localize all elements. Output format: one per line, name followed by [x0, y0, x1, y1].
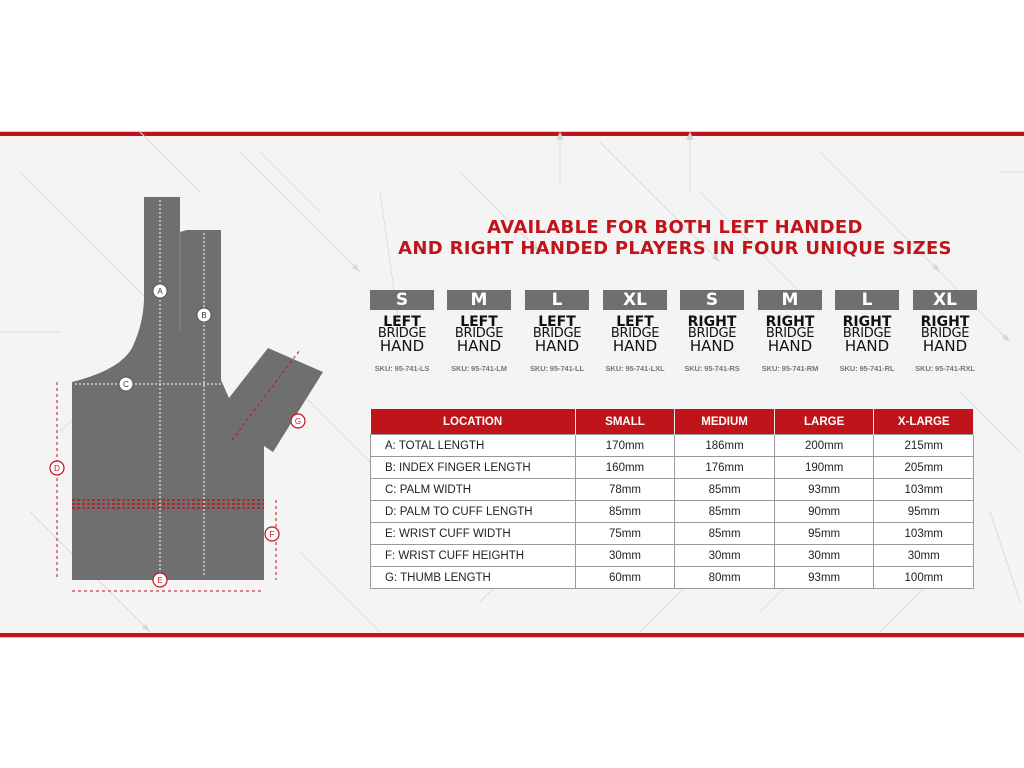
row-location: F: WRIST CUFF HEIGHTH — [371, 545, 576, 567]
header-medium: MEDIUM — [675, 409, 775, 435]
size-card-left-m — [447, 290, 511, 380]
hand-name: RIGHT BRIDGE HAND — [920, 314, 970, 355]
size-card-right-m — [758, 290, 822, 380]
sku-label: SKU: 95-741-LS — [374, 364, 430, 373]
size-tag: L — [835, 290, 899, 310]
cell-small: 85mm — [575, 501, 675, 523]
size-card-right-l — [835, 290, 899, 380]
diagram-label-c — [119, 377, 133, 391]
size-tag: XL — [913, 290, 977, 310]
headline-line-2: AND RIGHT HANDED PLAYERS IN FOUR UNIQUE SIZES — [398, 238, 952, 259]
sku-label: SKU: 95-741-LM — [451, 364, 507, 373]
size-tag: M — [447, 290, 511, 310]
row-location: D: PALM TO CUFF LENGTH — [371, 501, 576, 523]
cell-large: 200mm — [774, 435, 874, 457]
cell-small: 60mm — [575, 567, 675, 589]
hand-name: RIGHT BRIDGE HAND — [687, 314, 737, 355]
cell-x-large: 100mm — [874, 567, 974, 589]
cell-x-large: 215mm — [874, 435, 974, 457]
table-row — [371, 567, 974, 589]
sku-label: SKU: 95-741-LXL — [605, 364, 665, 373]
diagram-label-b — [197, 308, 211, 322]
size-tag: L — [525, 290, 589, 310]
size-tag: M — [758, 290, 822, 310]
sku-label: SKU: 95-741-RXL — [915, 364, 975, 373]
sku-label: SKU: 95-741-RS — [684, 364, 740, 373]
cell-x-large: 103mm — [874, 523, 974, 545]
cell-medium: 176mm — [675, 457, 775, 479]
table-row — [371, 479, 974, 501]
svg-text:D: D — [54, 464, 60, 473]
cell-x-large: 103mm — [874, 479, 974, 501]
table-row — [371, 545, 974, 567]
diagram-label-a — [153, 284, 167, 298]
row-location: B: INDEX FINGER LENGTH — [371, 457, 576, 479]
cell-medium: 85mm — [675, 501, 775, 523]
hand-name: LEFT BRIDGE HAND — [377, 314, 427, 355]
size-tag: XL — [603, 290, 667, 310]
diagram-label-e — [153, 573, 167, 587]
svg-text:F: F — [269, 530, 275, 539]
cell-medium: 80mm — [675, 567, 775, 589]
hand-name: LEFT BRIDGE HAND — [610, 314, 660, 355]
cell-large: 93mm — [774, 479, 874, 501]
cell-medium: 85mm — [675, 523, 775, 545]
hand-name: LEFT BRIDGE HAND — [532, 314, 582, 355]
cell-small: 78mm — [575, 479, 675, 501]
cell-large: 90mm — [774, 501, 874, 523]
header-x-large: X-LARGE — [874, 409, 974, 435]
row-location: G: THUMB LENGTH — [371, 567, 576, 589]
size-card-left-l — [525, 290, 589, 380]
size-card-right-s — [680, 290, 744, 380]
header-location: LOCATION — [371, 409, 576, 435]
table-row — [371, 435, 974, 457]
headline-line-1: AVAILABLE FOR BOTH LEFT HANDED — [487, 217, 863, 238]
cell-small: 160mm — [575, 457, 675, 479]
sku-label: SKU: 95-741-RL — [839, 364, 895, 373]
diagram-label-g — [291, 414, 305, 428]
diagram-label-d — [50, 461, 64, 475]
size-tag: S — [370, 290, 434, 310]
table-header-row — [371, 409, 974, 435]
cell-small: 30mm — [575, 545, 675, 567]
hand-name: LEFT BRIDGE HAND — [454, 314, 504, 355]
sku-label: SKU: 95-741-LL — [529, 364, 585, 373]
row-location: A: TOTAL LENGTH — [371, 435, 576, 457]
diagram-label-f — [265, 527, 279, 541]
size-card-right-xl — [913, 290, 977, 380]
svg-text:C: C — [123, 380, 129, 389]
glove-shape — [72, 197, 323, 580]
cell-medium: 30mm — [675, 545, 775, 567]
cell-medium: 85mm — [675, 479, 775, 501]
cell-x-large: 95mm — [874, 501, 974, 523]
header-large: LARGE — [774, 409, 874, 435]
size-card-left-s — [370, 290, 434, 380]
cell-x-large: 30mm — [874, 545, 974, 567]
cell-large: 30mm — [774, 545, 874, 567]
row-location: C: PALM WIDTH — [371, 479, 576, 501]
cell-large: 190mm — [774, 457, 874, 479]
cell-x-large: 205mm — [874, 457, 974, 479]
size-card-left-xl — [603, 290, 667, 380]
table-row — [371, 501, 974, 523]
hand-name: RIGHT BRIDGE HAND — [842, 314, 892, 355]
svg-text:A: A — [157, 287, 163, 296]
svg-text:G: G — [294, 417, 302, 426]
row-location: E: WRIST CUFF WIDTH — [371, 523, 576, 545]
table-row — [371, 457, 974, 479]
cell-large: 93mm — [774, 567, 874, 589]
cell-small: 75mm — [575, 523, 675, 545]
header-small: SMALL — [575, 409, 675, 435]
svg-text:E: E — [157, 576, 163, 585]
headline — [355, 217, 995, 259]
table-row — [371, 523, 974, 545]
cell-small: 170mm — [575, 435, 675, 457]
size-tag: S — [680, 290, 744, 310]
cell-large: 95mm — [774, 523, 874, 545]
svg-text:B: B — [201, 311, 207, 320]
size-chart-table — [370, 409, 974, 589]
sku-label: SKU: 95-741-RM — [761, 364, 819, 373]
cell-medium: 186mm — [675, 435, 775, 457]
hand-name: RIGHT BRIDGE HAND — [765, 314, 815, 355]
